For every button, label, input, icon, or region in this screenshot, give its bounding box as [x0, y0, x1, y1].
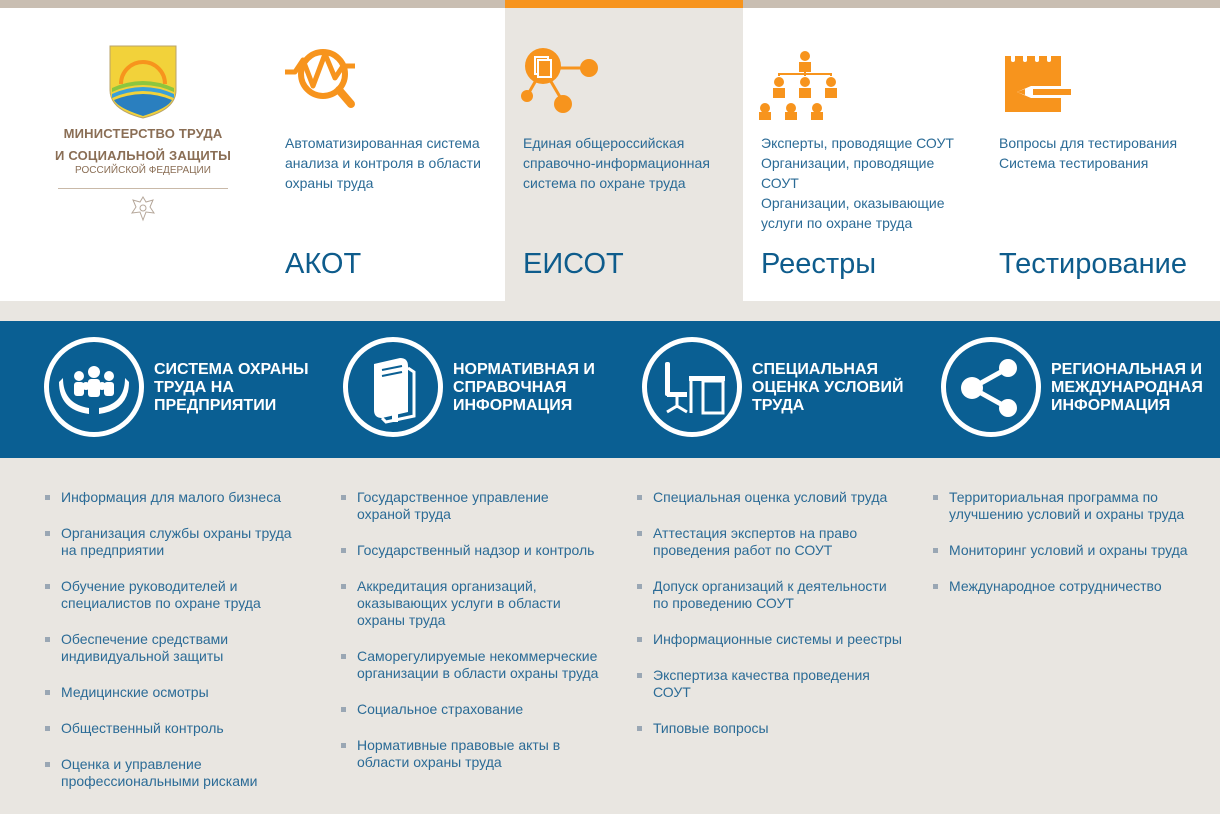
category-circle [941, 337, 1041, 437]
book-icon [348, 342, 438, 432]
share-icon [946, 342, 1036, 432]
desc-line: Единая общероссийская [523, 135, 685, 151]
category-circle [642, 337, 742, 437]
tile-registries-title[interactable]: Реестры [761, 248, 877, 280]
list-item[interactable]: Социальное страхование [341, 701, 606, 718]
workplace-chair-icon [647, 342, 737, 432]
links-column-2 [341, 489, 606, 790]
category-label[interactable]: СПЕЦИАЛЬНАЯ ОЦЕНКА УСЛОВИЙ ТРУДА [752, 361, 904, 414]
list-item[interactable]: Информация для малого бизнеса [45, 489, 310, 506]
tile-eisot-description [523, 133, 738, 193]
desc-line[interactable]: Эксперты, проводящие СОУТ [761, 135, 954, 151]
list-item[interactable]: Общественный контроль [45, 720, 310, 737]
list-item[interactable]: Саморегулируемые некоммерческие организации в области охраны труда [341, 648, 606, 682]
list-item[interactable]: Типовые вопросы [637, 720, 902, 737]
list-item[interactable]: Оценка и управление профессиональными рисками [45, 756, 310, 790]
category-label[interactable]: СИСТЕМА ОХРАНЫ ТРУДА НА ПРЕДПРИЯТИИ [154, 361, 309, 414]
desc-line: Автоматизированная система [285, 135, 480, 151]
list-item[interactable]: Допуск организаций к деятельности по проведению СОУТ [637, 578, 902, 612]
ministry-emblem-icon [108, 44, 178, 120]
notebook-pencil-icon [995, 46, 1075, 120]
category-label[interactable]: РЕГИОНАЛЬНАЯ И МЕЖДУНАРОДНАЯ ИНФОРМАЦИЯ [1051, 361, 1203, 414]
list-item[interactable]: Территориальная программа по улучшению условий и охраны труда [933, 489, 1205, 523]
ministry-title-line1: МИНИСТЕРСТВО ТРУДА [63, 126, 223, 141]
list-item[interactable]: Нормативные правовые акты в области охраны труда [341, 737, 606, 771]
list-item[interactable]: Аккредитация организаций, оказывающих услуги в области охраны труда [341, 578, 606, 629]
tile-registries-description [761, 133, 976, 233]
tile-testing-title[interactable]: Тестирование [999, 248, 1188, 280]
desc-line: справочно-информационная [523, 155, 710, 171]
people-hands-icon [49, 342, 139, 432]
desc-line[interactable]: Организации, оказывающие [761, 195, 945, 211]
ministry-divider [58, 188, 228, 189]
desc-line: анализа и контроля в области [285, 155, 481, 171]
category-label[interactable]: НОРМАТИВНАЯ И СПРАВОЧНАЯ ИНФОРМАЦИЯ [453, 361, 595, 414]
desc-line[interactable]: СОУТ [761, 175, 799, 191]
desc-line: охраны труда [285, 175, 374, 191]
desc-line: система по охране труда [523, 175, 686, 191]
network-documents-icon [519, 46, 599, 120]
list-item[interactable]: Государственный надзор и контроль [341, 542, 606, 559]
tile-registries[interactable] [743, 8, 981, 301]
list-item[interactable]: Медицинские осмотры [45, 684, 310, 701]
links-column-3 [637, 489, 902, 756]
tile-eisot-title[interactable]: ЕИСОТ [523, 248, 624, 280]
list-item[interactable]: Экспертиза качества проведения СОУТ [637, 667, 902, 701]
active-tab-indicator [505, 0, 743, 8]
tile-akot[interactable] [267, 8, 505, 301]
magnifier-chart-icon [281, 46, 361, 120]
desc-line[interactable]: Вопросы для тестирования [999, 135, 1178, 151]
links-column-1 [45, 489, 310, 809]
list-item[interactable]: Мониторинг условий и охраны труда [933, 542, 1205, 559]
tile-eisot[interactable] [505, 8, 743, 301]
desc-line[interactable]: услуги по охране труда [761, 215, 913, 231]
tile-akot-description [285, 133, 500, 193]
desc-line[interactable]: Организации, проводящие [761, 155, 935, 171]
ministry-subtitle: РОССИЙСКОЙ ФЕДЕРАЦИИ [75, 165, 211, 176]
list-item[interactable]: Обеспечение средствами индивидуальной защиты [45, 631, 310, 665]
list-item[interactable]: Информационные системы и реестры [637, 631, 902, 648]
list-item[interactable]: Государственное управление охраной труда [341, 489, 606, 523]
tile-akot-title[interactable]: АКОТ [285, 248, 362, 280]
category-circle [343, 337, 443, 437]
top-strip [0, 0, 1220, 8]
category-circle [44, 337, 144, 437]
list-item[interactable]: Специальная оценка условий труда [637, 489, 902, 506]
list-item[interactable]: Аттестация экспертов на право проведения работ по СОУТ [637, 525, 902, 559]
ministry-logo[interactable] [48, 44, 238, 223]
ministry-title-line2: И СОЦИАЛЬНОЙ ЗАЩИТЫ [54, 148, 232, 163]
tile-testing[interactable] [981, 8, 1219, 301]
org-chart-icon [757, 46, 837, 120]
links-column-4 [933, 489, 1205, 614]
tile-testing-description [999, 133, 1214, 173]
desc-line[interactable]: Система тестирования [999, 155, 1149, 171]
coat-of-arms-icon [128, 193, 158, 223]
list-item[interactable]: Организация службы охраны труда на предприятии [45, 525, 310, 559]
list-item[interactable]: Обучение руководителей и специалистов по охране труда [45, 578, 310, 612]
category-band [0, 321, 1220, 458]
list-item[interactable]: Международное сотрудничество [933, 578, 1205, 595]
